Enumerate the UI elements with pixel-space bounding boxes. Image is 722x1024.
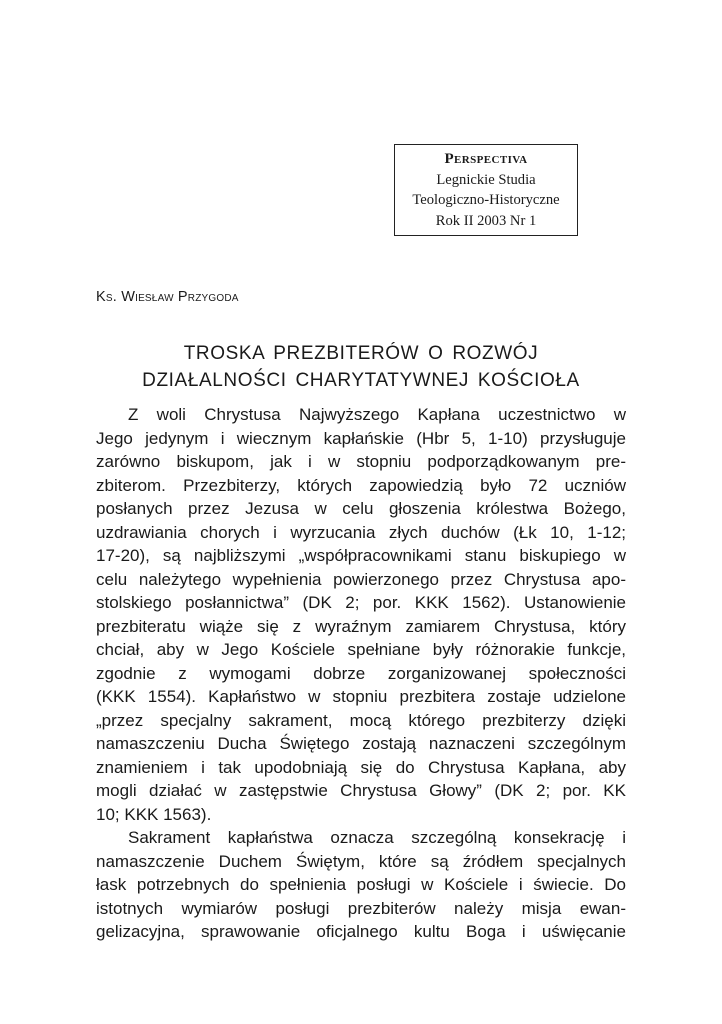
body-line: prezbiteratu wiąże się z wyraźnym zamiarem Chrystusa, który [96,616,626,636]
body-line: zarówno biskupom, jak i w stopniu podporządkowanym pre- [96,452,626,471]
body-line: celu należytego wypełnienia powierzonego przez Chrystusa apo- [96,569,626,589]
body-line: zbiterom. Przezbiterzy, których zapowiedzią było 72 uczniów [96,475,626,495]
body-line: 17-20), są najbliższymi „współpracownikami stanu biskupiego w [96,546,626,565]
body-line: namaszczeniu Ducha Świętego zostają naznaczeni szczególnym [96,734,626,753]
article-title-line-1: TROSKA PREZBITERÓW O ROZWÓJ [183,343,539,364]
body-line: „przez specjalny sakrament, mocą którego prezbiterzy dzięki [96,710,626,730]
body-line: Sakrament kapłaństwa oznacza szczególną konsekrację i [128,828,626,847]
journal-name: Perspectiva [444,151,528,167]
body-line: łask potrzebnych do spełnienia posługi w Kościele i świecie. Do [96,875,626,894]
author-name: Ks. Wiesław Przygoda [96,289,239,305]
body-line: istotnych wymiarów posługi prezbiterów należy misja ewan- [96,898,626,918]
body-line: posłanych przez Jezusa w celu głoszenia królestwa Bożego, [96,499,626,518]
journal-issue: Rok II 2003 Nr 1 [435,212,537,229]
article-body [96,403,626,944]
journal-subtitle-1: Legnickie Studia [436,171,536,188]
body-line: Z woli Chrystusa Najwyższego Kapłana uczestnictwo w [128,405,626,424]
body-line: stolskiego posłannictwa” (DK 2; por. KKK 1562). Ustanowienie [96,593,626,612]
body-line: Jego jedynym i wiecznym kapłańskie (Hbr 5, 1-10) przysługuje [96,428,626,448]
article-title [96,340,626,394]
body-line: chciał, aby w Jego Kościele spełniane były różnorakie funkcje, [96,640,626,659]
body-line: uzdrawiania chorych i wyrzucania złych duchów (Łk 10, 1-12; [96,522,626,542]
body-line: mogli działać w zastępstwie Chrystusa Głowy” (DK 2; por. KK [96,781,626,800]
journal-subtitle-2: Teologiczno-Historyczne [412,192,560,208]
body-line: namaszczenie Duchem Świętym, które są źródłem specjalnych [96,851,626,871]
journal-info-box [394,144,578,236]
article-title-line-2: DZIAŁALNOŚCI CHARYTATYWNEJ KOŚCIOŁA [142,370,580,391]
body-line: 10; KKK 1563). [96,804,212,824]
body-line: zgodnie z wymogami dobrze zorganizowanej społeczności [96,663,626,683]
body-line: gelizacyjna, sprawowanie oficjalnego kultu Boga i uświęcanie [96,922,626,941]
body-line: (KKK 1554). Kapłaństwo w stopniu prezbitera zostaje udzielone [96,687,626,706]
body-line: znamieniem i tak upodobniają się do Chrystusa Kapłana, aby [96,757,626,777]
